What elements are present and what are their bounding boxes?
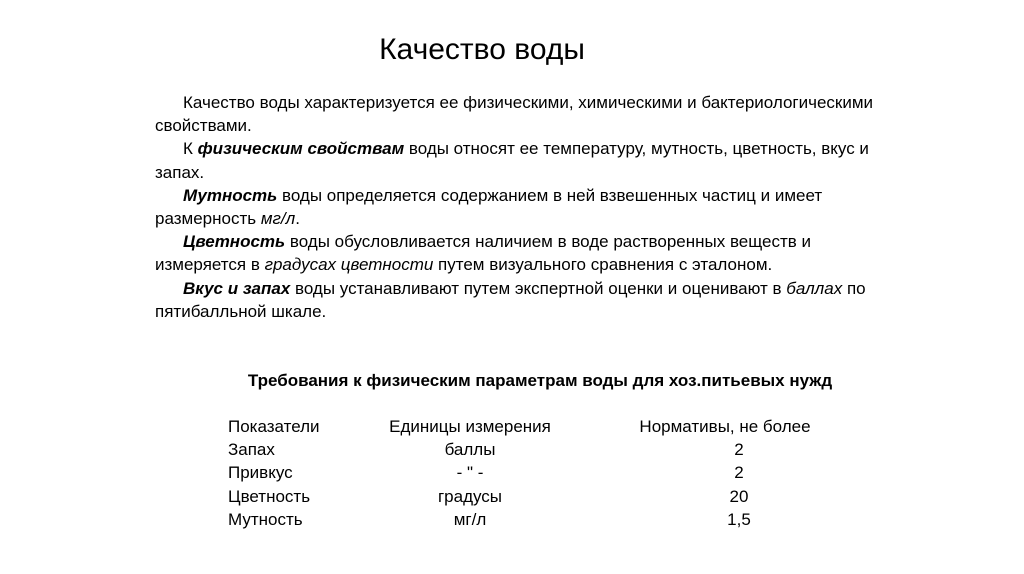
paragraph bbox=[155, 277, 875, 323]
header-norms: Нормативы, не более bbox=[639, 417, 811, 436]
row-norm: 2 bbox=[734, 463, 744, 483]
italic-term: градусах цветности bbox=[264, 255, 434, 275]
row-indicator: Привкус bbox=[228, 463, 293, 483]
header-indicators: Показатели bbox=[228, 417, 320, 436]
emphasized-term: Вкус и запах bbox=[183, 278, 291, 298]
row-indicator: Мутность bbox=[228, 509, 303, 529]
text-run: воды относят ее температуру, мутность, цветность, вкус и запах. bbox=[155, 139, 869, 182]
table-header-row bbox=[0, 415, 1024, 438]
row-indicator: Запах bbox=[228, 440, 275, 460]
row-unit: баллы bbox=[444, 440, 496, 460]
row-norm: 1,5 bbox=[727, 509, 751, 529]
paragraph bbox=[155, 184, 875, 230]
row-norm: 2 bbox=[734, 440, 744, 460]
row-unit: - " - bbox=[456, 463, 484, 483]
table-row bbox=[0, 461, 1024, 484]
table-row bbox=[0, 438, 1024, 461]
text-run: воды устанавливают путем экспертной оценки и оценивают в bbox=[290, 278, 787, 298]
text-run: путем визуального сравнения с эталоном. bbox=[433, 255, 773, 275]
paragraph bbox=[155, 230, 875, 276]
text-run: Качество воды характеризуется ее физическими, химическими и бактериологическими свойствами. bbox=[155, 93, 874, 136]
slide-title: Качество воды bbox=[379, 33, 585, 66]
table-title: Требования к физическим параметрам воды для хоз.питьевых нужд bbox=[247, 371, 833, 390]
row-norm: 20 bbox=[729, 486, 749, 506]
table-row bbox=[0, 485, 1024, 508]
emphasized-term: Цветность bbox=[183, 232, 286, 252]
requirements-table bbox=[0, 415, 1024, 531]
text-run: по пятибалльной шкале. bbox=[155, 278, 866, 321]
italic-term: баллах bbox=[786, 278, 843, 298]
row-indicator: Цветность bbox=[228, 486, 311, 506]
paragraph bbox=[155, 137, 875, 183]
header-units: Единицы измерения bbox=[389, 417, 551, 436]
emphasized-term: физическим свойствам bbox=[197, 139, 405, 159]
row-unit: градусы bbox=[437, 486, 503, 506]
italic-term: мг/л bbox=[260, 209, 296, 229]
emphasized-term: Мутность bbox=[183, 185, 278, 205]
paragraph bbox=[155, 91, 875, 137]
row-unit: мг/л bbox=[453, 509, 487, 529]
body-text bbox=[155, 91, 875, 323]
text-run: воды обусловливается наличием в воде растворенных веществ и измеряется в bbox=[155, 232, 812, 275]
text-run: К bbox=[183, 139, 198, 159]
text-run: . bbox=[295, 209, 300, 229]
table-row bbox=[0, 508, 1024, 531]
text-run: воды определяется содержанием в ней взвешенных частиц и имеет размерность bbox=[155, 185, 823, 229]
